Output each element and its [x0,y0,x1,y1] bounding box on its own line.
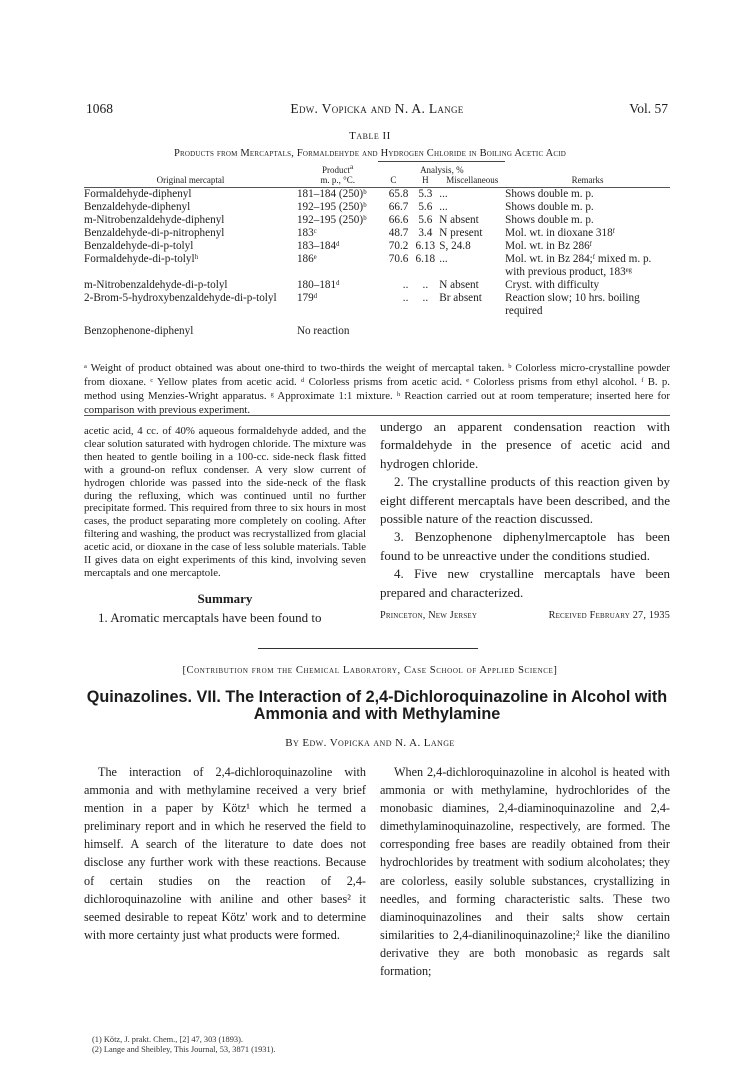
col-header-mp: m. p., °C. [297,175,379,188]
table-cell-name: Formaldehyde-di-p-tolylʰ [84,252,199,265]
table-cell-h: 6.13 [415,239,436,252]
table-cell-c: 66.7 [388,200,409,213]
location-line [380,610,670,621]
article-title: Quinazolines. VII. The Interaction of 2,4-Dichloroquinazoline in Alcohol with Ammonia and with Methylamine [86,688,668,723]
volume-label: Vol. 57 [629,101,668,116]
table-cell-misc: ... [439,200,448,213]
table-cell-name: Benzophenone-diphenyl [84,324,194,337]
summary-heading: Summary [197,591,253,606]
table-cell-mp: 179ᵈ [296,291,318,304]
prev-article-left-text: acetic acid, 4 cc. of 40% aqueous formaldehyde added, and the clear solution saturated with hydrogen chloride. The mixture was then heated to gentle boiling in a 100-cc. side-neck flask fitted with a ground-on reflux condenser. A very slow current of hydrogen chloride was passed into the side-neck of the flask during the refluxing, which was continued until no further precipitate formed. This required from three to six hours in most cases, the product separating more completely on cooling. After filtering and washing, the product was recrystallized from glacial acetic acid, or dioxane in the case of less soluble materials. Table II gives data on eight experiments of this kind, involving seven mercaptals and one mercaptole. [84,425,366,579]
table-cell-mp: 192–195 (250)ᵇ [296,200,367,213]
table-cell-misc: ... [439,252,448,265]
col-header-remarks: Remarks [505,162,670,188]
table-cell-h: 5.6 [418,200,433,213]
table-cell-name: Formaldehyde-diphenyl [84,187,192,200]
table-cell-name: m-Nitrobenzaldehyde-di-p-tolyl [84,278,228,291]
table-row [84,240,670,253]
article-divider [258,648,478,649]
table-row [84,227,670,240]
byline: By Edw. Vopicka and N. A. Lange [285,737,455,749]
table-cell-h: 5.6 [418,213,433,226]
col-header-h: H [411,175,439,188]
table-cell-misc: N present [439,226,483,239]
contribution-line: [Contribution from the Chemical Laboratory, Case School of Applied Science] [182,665,558,676]
table-cell-h [411,318,439,338]
table-row [84,318,670,338]
table-cell-h: .. [422,291,429,304]
table-cell-h: .. [422,278,429,291]
summary-item-1-cont: undergo an apparent condensation reaction with formaldehyde in the presence of acetic acid and hydrogen chloride. [380,419,670,471]
table-cell-name: Benzaldehyde-di-p-tolyl [84,239,194,252]
col-header-original: Original mercaptal [84,162,297,188]
table-cell-remarks: Cryst. with difficulty [505,278,600,291]
table-cell-mp: 180–181ᵈ [296,278,340,291]
table-cell-mp: 186ᵉ [296,252,317,265]
table-cell-mp: 192–195 (250)ᵇ [296,213,367,226]
table-cell-mp: No reaction [296,324,350,337]
table-cell-remarks: Mol. wt. in Bz 286ᶠ [505,239,593,252]
table-cell-misc [439,318,505,338]
summary-item-2: 2. The crystalline products of this reaction given by eight different mercaptals have been described, and the possible nature of the reaction discussed. [380,474,670,527]
summary-item-3: 3. Benzophenone diphenylmercaptole has been found to be unreactive under the conditions studied. [380,529,670,563]
table-row [84,292,670,318]
table-row [84,214,670,227]
table-cell-h: 3.4 [418,226,433,239]
table-cell-c: 65.8 [388,187,409,200]
table-cell-misc: N absent [439,213,479,226]
table-cell-c [378,318,411,338]
table-cell-h: 6.18 [415,252,436,265]
data-table [84,161,670,338]
table-cell-remarks: Shows double m. p. [505,213,594,226]
table-row [84,187,670,201]
table-cell-c: .. [402,278,409,291]
received-date: Received February 27, 1935 [548,610,670,621]
table-cell-name: m-Nitrobenzaldehyde-diphenyl [84,213,225,226]
new-article-right-text: When 2,4-dichloroquinazoline in alcohol is heated with ammonia or with methylamine, hydrochlorides of the monobasic diamines, 2,4-diaminoquinazoline and 2,4-dimethylaminoquinazoline, respectively, are formed. The corresponding free bases are readily obtained from their hydrochlorides by treatment with sodium alcoholates; they are colorless, easily soluble substances, crystallizing in needles, and forming characteristic salts. These two diaminoquinazolines and their salts show certain similarities to 2,4-dianilinoquinazoline;² like the dianilino derivative they are both monobasic as regards salt formation; [380,765,670,979]
table-cell-name: Benzaldehyde-di-p-nitrophenyl [84,226,225,239]
table-cell-c: 70.2 [388,239,409,252]
table-cell-name: 2-Brom-5-hydroxybenzaldehyde-di-p-tolyl [84,291,277,304]
table-title: Products from Mercaptals, Formaldehyde and Hydrogen Chloride in Boiling Acetic Acid [173,148,567,159]
col-header-product: Product$^a$ [322,161,354,175]
col-header-c: C [378,175,411,188]
table-cell-remarks: Mol. wt. in dioxane 318ᶠ [505,226,615,239]
running-authors: Edw. Vopicka and N. A. Lange [290,101,464,116]
running-header [86,101,668,121]
table-divider [84,415,670,416]
new-article-left-text: The interaction of 2,4-dichloroquinazoline with ammonia and with methylamine received a very brief mention in a paper by Kötz¹ which he termed a preliminary report and in which he reserved the field to himself. A search of the literature to date does not disclose any further work with these reactions. Because of certain studies on the reaction of 2,4-dichloroquinazoline with aniline and other bases² it seemed desirable to repeat Kötz' work and to determine with more certainty just what products were formed. [84,765,366,942]
table-cell-remarks: Shows double m. p. [505,200,594,213]
prev-article-right-column [380,418,670,602]
table-cell-mp: 183ᶜ [296,226,317,239]
table-row [84,253,670,279]
summary-item-4: 4. Five new crystalline mercaptals have been prepared and characterized. [380,566,670,600]
table-cell-c: 48.7 [388,226,409,239]
table-cell-mp: 183–184ᵈ [296,239,340,252]
table-cell-misc: ... [439,187,448,200]
footnote-2: (2) Lange and Sheibley, This Journal, 53, 3871 (1931). [92,1045,276,1054]
table-cell-name: Benzaldehyde-diphenyl [84,200,191,213]
table-cell-remarks: Shows double m. p. [505,187,594,200]
table-cell-remarks: Reaction slow; 10 hrs. boiling required [505,291,640,317]
table-cell-mp: 181–184 (250)ᵇ [296,187,367,200]
table-cell-c: 66.6 [388,213,409,226]
location: Princeton, New Jersey [380,610,478,621]
footnotes [92,1035,362,1055]
table-cell-h: 5.3 [418,187,433,200]
table-row [84,201,670,214]
table-cell-remarks: Mol. wt. in Bz 284;ᶠ mixed m. p. with previous product, 183ᵉᵍ [505,252,652,278]
table-label: Table II [349,130,391,142]
table-cell-misc: N absent [439,278,479,291]
table-cell-remarks [505,318,670,338]
page-number: 1068 [86,101,113,116]
summary-item-1: 1. Aromatic mercaptals have been found to [98,610,322,625]
table-cell-c: 70.6 [388,252,409,265]
table-row [84,279,670,292]
col-header-analysis: Analysis, % [378,162,505,175]
footnote-1: (1) Kötz, J. prakt. Chem., [2] 47, 303 (1893). [92,1035,243,1044]
table-cell-misc: Br absent [439,291,482,304]
table-cell-misc: S, 24.8 [439,239,471,252]
col-header-misc: Miscellaneous [439,175,505,188]
table-cell-c: .. [402,291,409,304]
table-footnote: ᵃ Weight of product obtained was about one-third to two-thirds the weight of mercaptal taken. ᵇ Colorless micro-crystalline powder from dioxane. ᶜ Yellow plates from acetic acid. ᵈ Colorless prisms from acetic acid. ᵉ Colorless prisms from ethyl alcohol. ᶠ B. p. method using Menzies-Wright apparatus. ᵍ Approximate 1:1 mixture. ʰ Reaction carried out at room temperature; inserted here for comparison with previous experiment. [84,362,670,416]
